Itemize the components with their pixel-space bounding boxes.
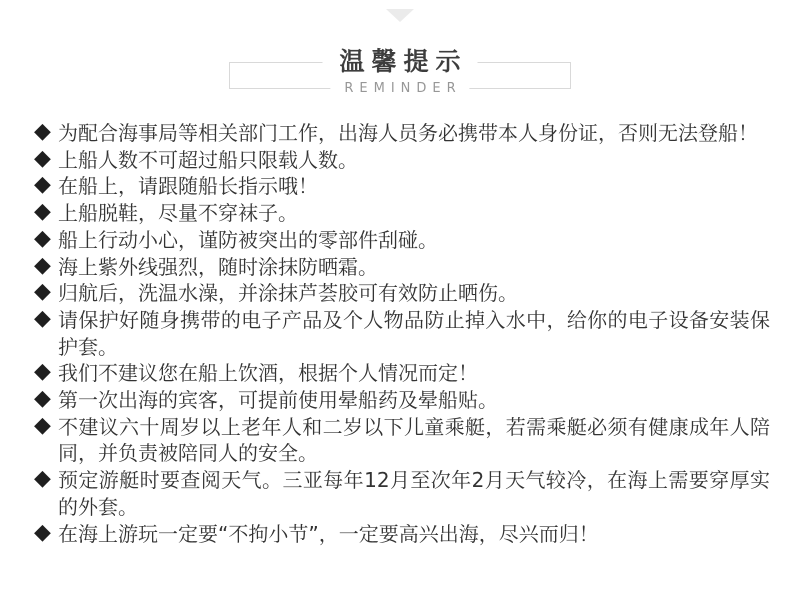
diamond-bullet-icon: ◆ (34, 279, 51, 305)
diamond-bullet-icon: ◆ (34, 305, 51, 331)
list-item (35, 521, 770, 548)
list-item-text: 不建议六十周岁以上老年人和二岁以下儿童乘艇，若需乘艇必须有健康成年人陪同，并负责被陪同人的安全。 (58, 414, 770, 466)
diamond-bullet-icon: ◆ (34, 466, 51, 492)
diamond-bullet-icon: ◆ (34, 359, 51, 385)
diamond-bullet-icon: ◆ (34, 519, 51, 545)
list-item (35, 173, 770, 200)
list-item-text: 上船人数不可超过船只限载人数。 (58, 147, 358, 172)
list-item (35, 387, 770, 414)
list-item (35, 147, 770, 174)
list-item-text: 海上紫外线强烈，随时涂抹防晒霜。 (58, 254, 378, 279)
page-title: 温馨提示 (322, 46, 477, 78)
list-item (35, 414, 770, 467)
list-item-text: 预定游艇时要查阅天气。三亚每年12月至次年2月天气较冷，在海上需要穿厚实的外套。 (58, 468, 770, 519)
diamond-bullet-icon: ◆ (34, 252, 51, 278)
reminder-list (35, 120, 770, 547)
list-item (35, 307, 770, 360)
list-item (35, 280, 770, 307)
list-item-text: 船上行动小心，谨防被突出的零部件刮碰。 (58, 227, 438, 252)
list-item (35, 200, 770, 227)
diamond-bullet-icon: ◆ (34, 119, 51, 144)
list-item (35, 120, 770, 147)
list-item-text: 在海上游玩一定要“不拘小节”，一定要高兴出海，尽兴而归！ (58, 521, 599, 546)
list-item-text: 我们不建议您在船上饮酒，根据个人情况而定！ (58, 361, 478, 386)
list-item (35, 254, 770, 281)
list-item-text: 第一次出海的宾客，可提前使用晕船药及晕船贴。 (58, 388, 498, 413)
diamond-bullet-icon: ◆ (34, 172, 51, 198)
list-item-text: 归航后，洗温水澡，并涂抹芦荟胶可有效防止晒伤。 (58, 281, 518, 306)
diamond-bullet-icon: ◆ (34, 386, 51, 412)
list-item (35, 360, 770, 387)
diamond-bullet-icon: ◆ (34, 412, 51, 438)
list-item (35, 467, 770, 520)
list-item (35, 227, 770, 254)
list-item-text: 为配合海事局等相关部门工作，出海人员务必携带本人身份证，否则无法登船！ (58, 121, 758, 145)
page-subtitle: REMINDER (330, 79, 469, 98)
list-item-text: 请保护好随身携带的电子产品及个人物品防止掉入水中，给你的电子设备安装保护套。 (58, 307, 770, 359)
diamond-bullet-icon: ◆ (34, 145, 51, 171)
list-item-text: 上船脱鞋，尽量不穿袜子。 (58, 201, 298, 226)
triangle-down-icon (386, 9, 414, 22)
list-item-text: 在船上，请跟随船长指示哦！ (58, 174, 318, 199)
diamond-bullet-icon: ◆ (34, 199, 51, 225)
reminder-header (229, 47, 571, 96)
diamond-bullet-icon: ◆ (34, 225, 51, 251)
